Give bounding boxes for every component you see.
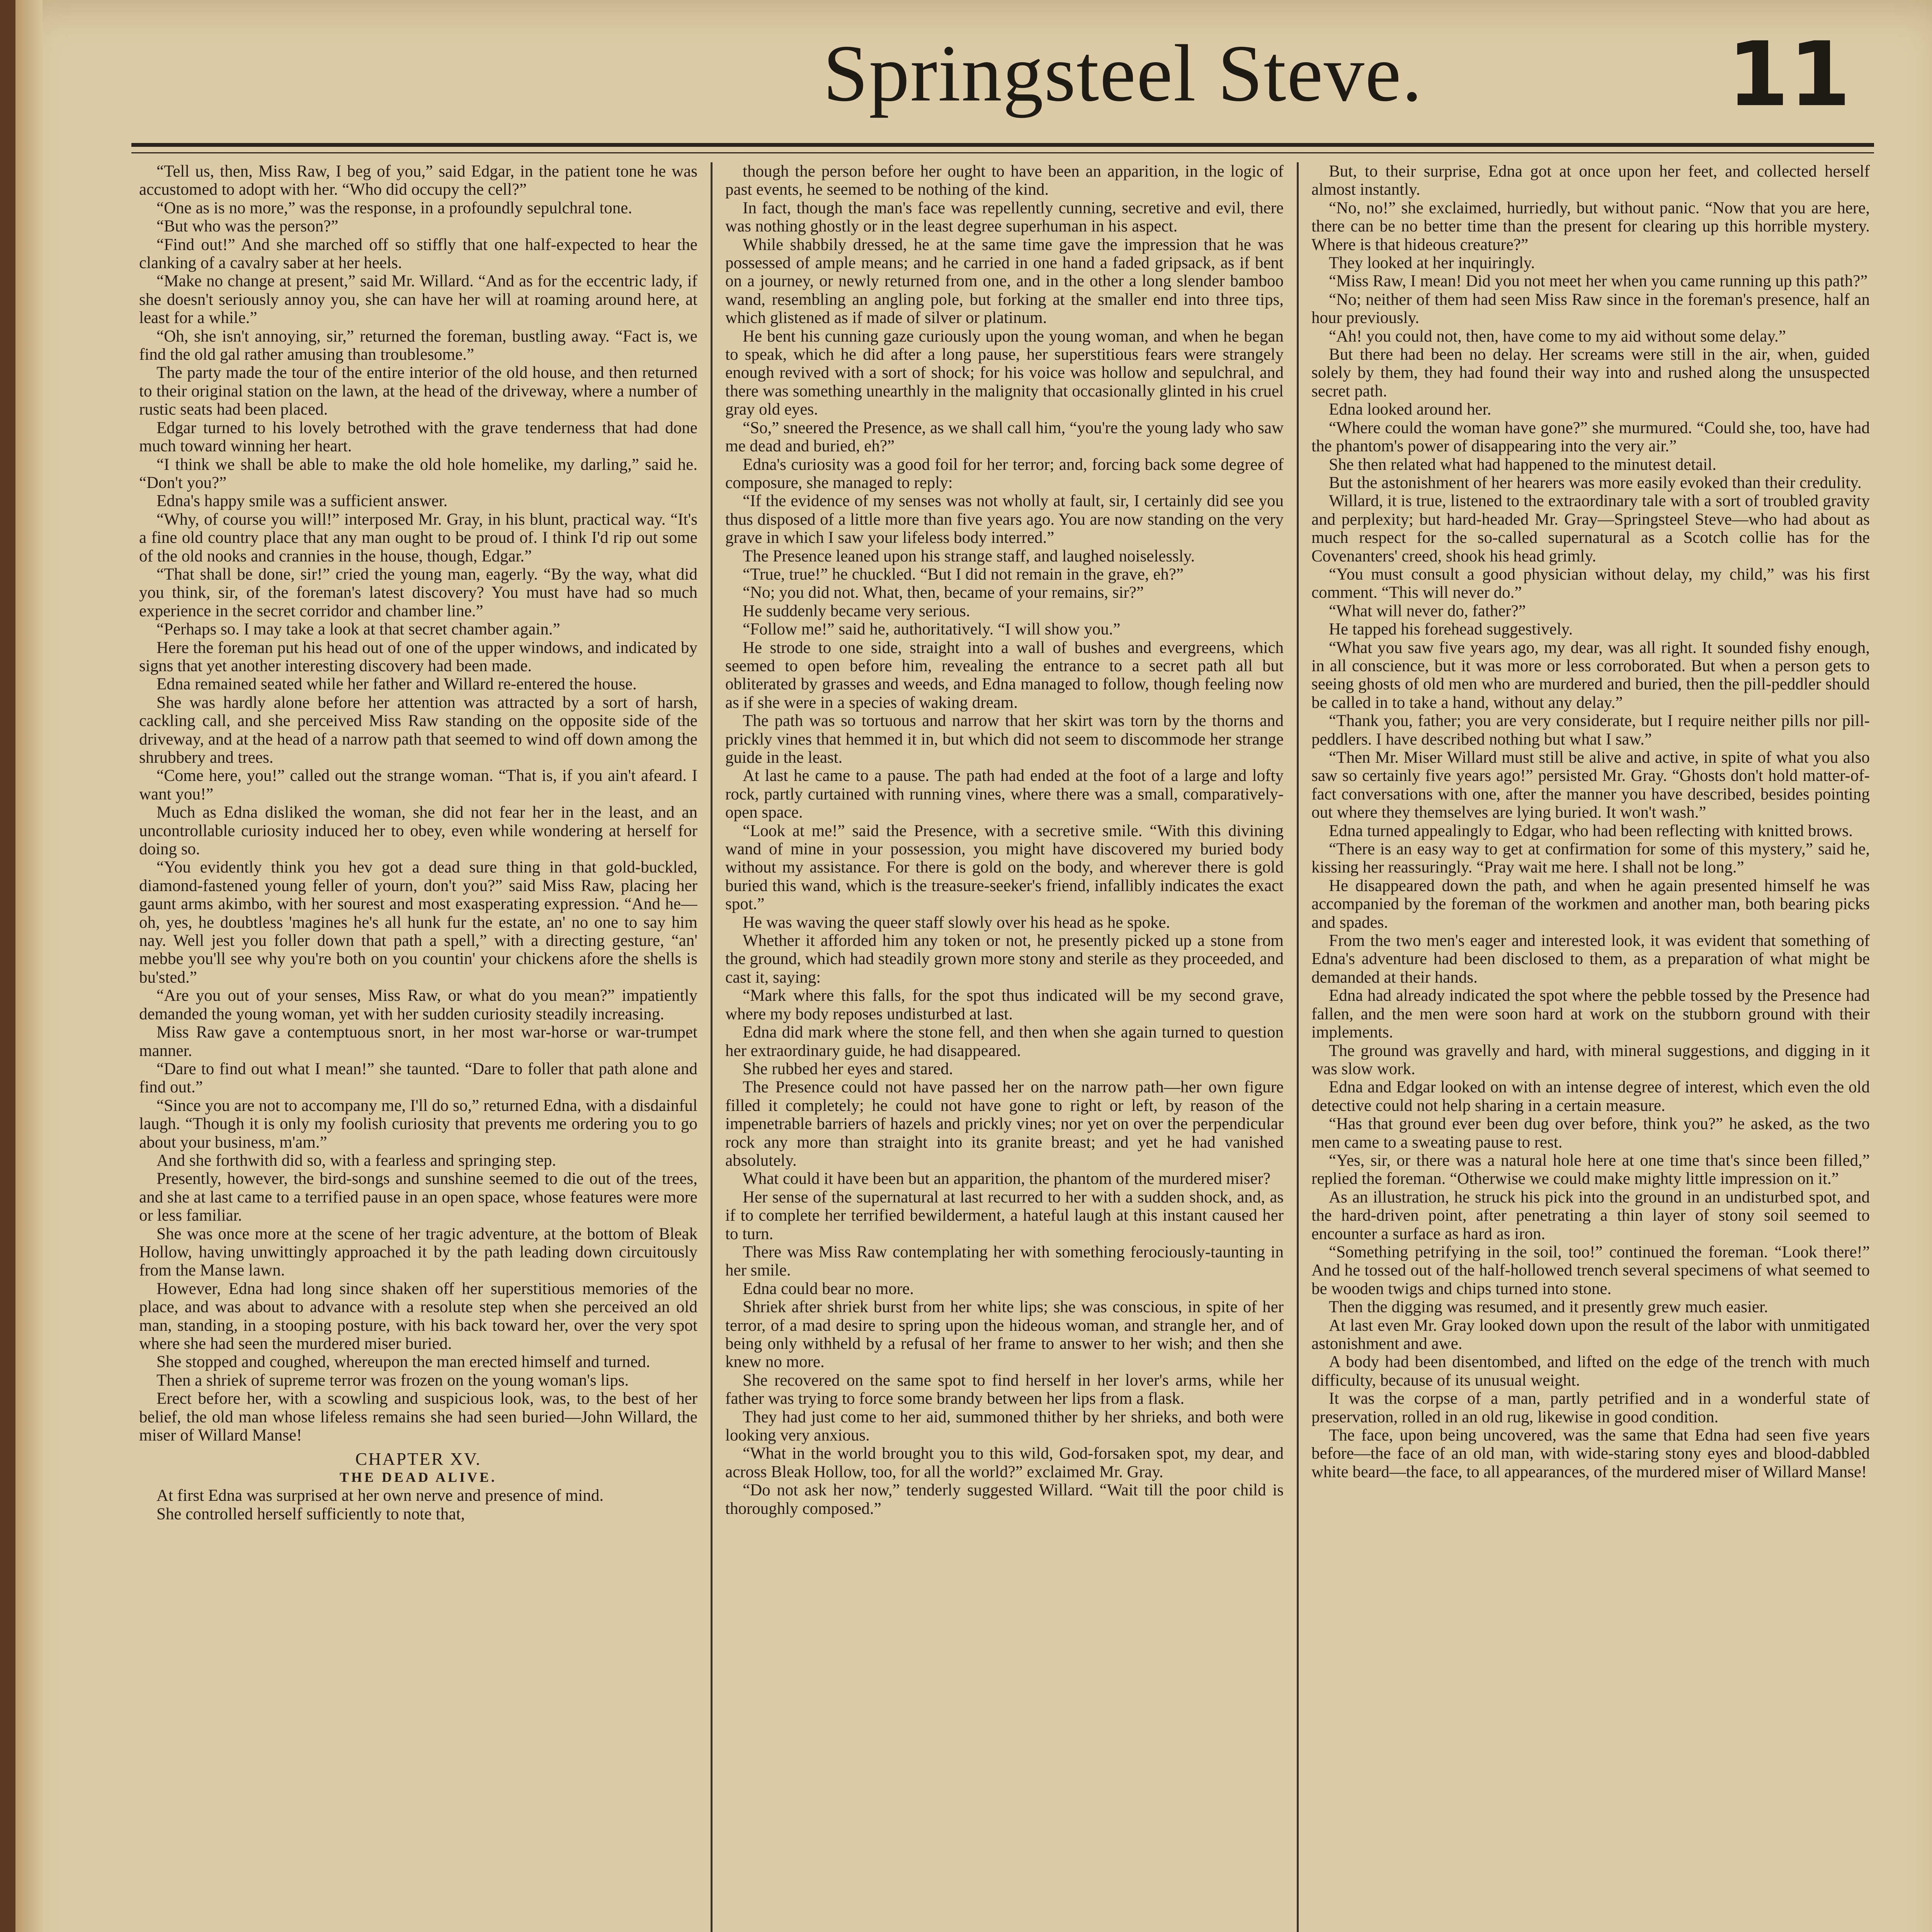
paragraph: Edna remained seated while her father and Willard re-entered the house. xyxy=(156,675,637,694)
paragraph: “Yes, sir, or there was a natural hole here at one time that's since been filled,” replied the foreman. “Otherwise we could make mighty little impression on it.” xyxy=(1311,1151,1870,1188)
paragraph: Edna's happy smile was a sufficient answer. xyxy=(156,492,448,510)
paragraph: “Where could the woman have gone?” she murmured. “Could she, too, have had the phantom's power of disappearing into the very air.” xyxy=(1311,418,1870,456)
paragraph: “Since you are not to accompany me, I'll do so,” returned Edna, with a disdainful laugh. “Though it is only my foolish curiosity that prevents me ordering you to go about your business, m'am.” xyxy=(139,1096,697,1151)
paragraph: “Are you out of your senses, Miss Raw, or what do you mean?” impatiently demanded the young woman, yet with her sudden curiosity steadily increasing. xyxy=(139,986,697,1023)
paragraph: But, to their surprise, Edna got at once upon her feet, and collected herself almost instantly. xyxy=(1311,162,1870,199)
column-1-after-chapter xyxy=(139,1486,697,1523)
column-1 xyxy=(139,162,697,1932)
paragraph: Erect before her, with a scowling and suspicious look, was, to the best of her belief, the old man whose lifeless remains she had seen buried—John Willard, the miser of Willard Manse! xyxy=(139,1389,697,1445)
paragraph: “What you saw five years ago, my dear, was all right. It sounded fishy enough, in all conscience, but it was more or less corroborated. But when a person gets to seeing ghosts of old men who are murdered and buried, then the pill-peddler should be called in to take a hand, without any delay.” xyxy=(1311,638,1870,712)
paragraph: “No; you did not. What, then, became of your remains, sir?” xyxy=(743,583,1144,602)
paragraph: Shriek after shriek burst from her white lips; she was conscious, in spite of her terror, of a mad desire to spring upon the hideous woman, and strangle her, and of being only withheld by a refusal of her frame to answer to her wish; and then she knew no more. xyxy=(725,1298,1284,1371)
paragraph: “No; neither of them had seen Miss Raw since in the foreman's presence, half an hour previously. xyxy=(1311,290,1870,327)
paragraph: Miss Raw gave a contemptuous snort, in her most war-horse or war-trumpet manner. xyxy=(139,1023,697,1060)
column-3-body xyxy=(1311,162,1870,1481)
paragraph: Here the foreman put his head out of one of the upper windows, and indicated by signs that yet another interesting discovery had been made. xyxy=(139,638,697,675)
paragraph: Edna turned appealingly to Edgar, who had been reflecting with knitted brows. xyxy=(1329,821,1853,840)
paragraph: The party made the tour of the entire interior of the old house, and then returned to their original station on the lawn, at the head of the driveway, where a number of rustic seats had been placed. xyxy=(139,364,697,419)
paragraph: “Why, of course you will!” interposed Mr. Gray, in his blunt, practical way. “It's a fine old country place that any man ought to be proud of. I think I'd rip out some of the old nooks and crannies in the house, though, Edgar.” xyxy=(139,510,697,565)
paragraph: He tapped his forehead suggestively. xyxy=(1329,620,1573,639)
page-binding-edge xyxy=(15,0,43,1932)
column-2 xyxy=(725,162,1284,1932)
paragraph: Presently, however, the bird-songs and sunshine seemed to die out of the trees, and she at last came to a terrified pause in an open space, whose features were more or less familiar. xyxy=(139,1170,697,1225)
paragraph: “What in the world brought you to this wild, God-forsaken spot, my dear, and across Bleak Hollow, too, for all the world?” exclaimed Mr. Gray. xyxy=(725,1444,1284,1481)
paragraph: “If the evidence of my senses was not wholly at fault, sir, I certainly did see you thus disposed of a little more than five years ago. You are now standing on the very grave in which I saw your lifeless body interred.” xyxy=(725,492,1284,547)
paragraph: He strode to one side, straight into a wall of bushes and evergreens, which seemed to open before him, revealing the entrance to a secret path all but obliterated by grasses and weeds, and Edna managed to follow, though feeling now as if she were in a species of waking dream. xyxy=(725,638,1284,712)
column-divider-1 xyxy=(697,162,725,1932)
paragraph: At last even Mr. Gray looked down upon the result of the labor with unmitigated astonishment and awe. xyxy=(1311,1316,1870,1353)
paragraph: “Make no change at present,” said Mr. Willard. “And as for the eccentric lady, if she doesn't seriously annoy you, she can have her will at roaming around here, at least for a while.” xyxy=(139,272,697,327)
paragraph: Edna and Edgar looked on with an intense degree of interest, which even the old detective could not help sharing in a certain measure. xyxy=(1311,1078,1870,1115)
paragraph: He suddenly became very serious. xyxy=(743,602,970,620)
paragraph: “What will never do, father?” xyxy=(1329,602,1526,620)
paragraph: Whether it afforded him any token or not, he presently picked up a stone from the ground, which had steadily grown more stony and sterile as they proceeded, and cast it, saying: xyxy=(725,932,1284,986)
paragraph: “No, no!” she exclaimed, hurriedly, but without panic. “Now that you are here, there can be no better time than the present for clearing up this horrible mystery. Where is that hideous creature?” xyxy=(1311,199,1870,254)
paragraph: Her sense of the supernatural at last recurred to her with a sudden shock, and, as if to complete her terrified bewilderment, a hateful laugh at this instant caused her to turn. xyxy=(725,1188,1284,1243)
paragraph: Then a shriek of supreme terror was frozen on the young woman's lips. xyxy=(156,1371,629,1389)
paragraph: “Miss Raw, I mean! Did you not meet her when you came running up this path?” xyxy=(1329,272,1868,291)
page-number: 11 xyxy=(1727,23,1851,126)
paragraph: And she forthwith did so, with a fearless and springing step. xyxy=(156,1151,556,1170)
paragraph: “I think we shall be able to make the old hole homelike, my darling,” said he. “Don't you?” xyxy=(139,455,697,492)
column-3 xyxy=(1311,162,1870,1932)
column-2-body xyxy=(725,162,1284,1518)
paragraph: Edna could bear no more. xyxy=(743,1279,914,1298)
paragraph: “Has that ground ever been dug over before, think you?” he asked, as the two men came to a sweating pause to rest. xyxy=(1311,1115,1870,1151)
paragraph: “Follow me!” said he, authoritatively. “I will show you.” xyxy=(743,620,1121,639)
paragraph: While shabbily dressed, he at the same time gave the impression that he was possessed of ample means; and he carried in one hand a faded gripsack, as if bent on a journey, or newly returned from one, and in the other a long slender bamboo wand, resembling an angling pole, but forking at the smaller end into three tips, which glistened as if made of silver or platinum. xyxy=(725,235,1284,327)
paragraph: A body had been disentombed, and lifted on the edge of the trench with much difficulty, because of its unusual weight. xyxy=(1311,1353,1870,1389)
paragraph: He disappeared down the path, and when he again presented himself he was accompanied by the foreman of the workmen and another man, both bearing picks and spades. xyxy=(1311,876,1870,932)
paragraph: The Presence could not have passed her on the narrow path—her own figure filled it completely; he could not have gone to right or left, by reason of the impenetrable barriers of hazels and prickly vines; nor yet on over the perpendicular rock any more than straight into its granite breast; and yet he had vanished absolutely. xyxy=(725,1078,1284,1170)
paragraph: Edna's curiosity was a good foil for her terror; and, forcing back some degree of composure, she managed to reply: xyxy=(725,455,1284,492)
paragraph: She was hardly alone before her attention was attracted by a sort of harsh, cackling call, and she perceived Miss Raw standing on the opposite side of the driveway, and at the head of a narrow path that seemed to wind off down among the shrubbery and trees. xyxy=(139,693,697,767)
paragraph: There was Miss Raw contemplating her with something ferociously-taunting in her smile. xyxy=(725,1243,1284,1280)
paragraph: At last he came to a pause. The path had ended at the foot of a large and lofty rock, partly curtained with running vines, where there was a small, comparatively-open space. xyxy=(725,767,1284,822)
paragraph: She was once more at the scene of her tragic adventure, at the bottom of Bleak Hollow, having unwittingly approached it by the path leading down circuitously from the Manse lawn. xyxy=(139,1225,697,1280)
running-title: Springsteel Steve. xyxy=(823,29,1423,118)
paragraph: Willard, it is true, listened to the extraordinary tale with a sort of troubled gravity and perplexity; but hard-headed Mr. Gray—Springsteel Steve—who had about as much respect for the so-called supernatural as a Scotch collie has for the Covenanters' creed, shook his head grimly. xyxy=(1311,492,1870,565)
paragraph: What could it have been but an apparition, the phantom of the murdered miser? xyxy=(743,1170,1270,1188)
paragraph: “Look at me!” said the Presence, with a secretive smile. “With this divining wand of mine in your possession, you might have discovered my buried body without my assistance. For there is gold on the body, and wherever there is gold buried this wand, which is the treasure-seeker's friend, infallibly indicates the exact spot.” xyxy=(725,821,1284,913)
paragraph: From the two men's eager and interested look, it was evident that something of Edna's adventure had been disclosed to them, as a preparation of what might be demanded at their hands. xyxy=(1311,932,1870,986)
paragraph: As an illustration, he struck his pick into the ground in an undisturbed spot, and the hard-driven point, after penetrating a thin layer of stony soil seemed to encounter a surface as hard as iron. xyxy=(1311,1188,1870,1243)
paragraph: Edna did mark where the stone fell, and then when she again turned to question her extraordinary guide, he had disappeared. xyxy=(725,1023,1284,1060)
paragraph: “There is an easy way to get at confirmation for some of this mystery,” said he, kissing her reassuringly. “Pray wait me here. I shall not be long.” xyxy=(1311,840,1870,877)
paragraph: “Find out!” And she marched off so stiffly that one half-expected to hear the clanking of a cavalry saber at her heels. xyxy=(139,235,697,272)
paragraph: The path was so tortuous and narrow that her skirt was torn by the thorns and prickly vines that hemmed it in, but which did not seem to discommode her strange guide in the least. xyxy=(725,712,1284,767)
paragraph: However, Edna had long since shaken off her superstitious memories of the place, and was about to advance with a resolute step when she perceived an old man, standing, in a stooping posture, with his back toward her, over the very spot where she had seen the murdered miser buried. xyxy=(139,1279,697,1353)
paragraph: The Presence leaned upon his strange staff, and laughed noiselessly. xyxy=(743,547,1195,565)
paragraph: But there had been no delay. Her screams were still in the air, when, guided solely by them, they had found their way into and rushed along the unsuspected secret path. xyxy=(1311,345,1870,400)
paragraph: Edna looked around her. xyxy=(1329,400,1492,419)
paragraph: “Mark where this falls, for the spot thus indicated will be my second grave, where my body reposes undisturbed at last. xyxy=(725,986,1284,1023)
paragraph: They had just come to her aid, summoned thither by her shrieks, and both were looking very anxious. xyxy=(725,1408,1284,1445)
paragraph: “Something petrifying in the soil, too!” continued the foreman. “Look there!” And he tossed out of the half-hollowed trench several specimens of what seemed to be wooden twigs and chips turned into stone. xyxy=(1311,1243,1870,1298)
paragraph: “So,” sneered the Presence, as we shall call him, “you're the young lady who saw me dead and buried, eh?” xyxy=(725,418,1284,456)
paragraph: “One as is no more,” was the response, in a profoundly sepulchral tone. xyxy=(156,199,633,217)
paragraph: Edgar turned to his lovely betrothed with the grave tenderness that had done much toward winning her heart. xyxy=(139,418,697,456)
paragraph: She then related what had happened to the minutest detail. xyxy=(1329,455,1717,474)
paragraph: She stopped and coughed, whereupon the man erected himself and turned. xyxy=(156,1353,650,1371)
paragraph: “Ah! you could not, then, have come to my aid without some delay.” xyxy=(1329,327,1786,345)
paragraph: Then the digging was resumed, and it presently grew much easier. xyxy=(1329,1298,1768,1316)
paragraph: She controlled herself sufficiently to note that, xyxy=(156,1505,465,1523)
paragraph: She recovered on the same spot to find herself in her lover's arms, while her father was trying to force some brandy between her lips from a flask. xyxy=(725,1371,1284,1408)
chapter-heading: CHAPTER XV. xyxy=(355,1449,481,1469)
paragraph: “Dare to find out what I mean!” she taunted. “Dare to foller that path alone and find out.” xyxy=(139,1060,697,1097)
paragraph: “True, true!” he chuckled. “But I did not remain in the grave, eh?” xyxy=(743,565,1184,583)
paragraph: He bent his cunning gaze curiously upon the young woman, and when he began to speak, which he did after a long pause, her superstitious fears were strangely enough revived with a sort of shock; for his voice was hollow and sepulchral, and there was something unearthly in the malignity that occasionally glinted in his cruel gray old eyes. xyxy=(725,327,1284,419)
paragraph: “You must consult a good physician without delay, my child,” was his first comment. “This will never do.” xyxy=(1311,565,1870,602)
paragraph: But the astonishment of her hearers was more easily evoked than their credulity. xyxy=(1329,473,1862,492)
paragraph: “Tell us, then, Miss Raw, I beg of you,” said Edgar, in the patient tone he was accustomed to adopt with her. “Who did occupy the cell?” xyxy=(139,162,697,199)
paragraph: “You evidently think you hev got a dead sure thing in that gold-buckled, diamond-fastened young feller of yourn, don't you?” said Miss Raw, placing her gaunt arms akimbo, with her sourest and most exasperating expression. “And he—oh, yes, he doubtless 'magines he's all hunk fur the estate, an' no one to say him nay. Well jest you foller down that path a spell,” with a directing gesture, “an' mebbe you'll see why you're both on you countin' your chickens afore the shells is bu'sted.” xyxy=(139,858,697,986)
paragraph: though the person before her ought to have been an apparition, in the logic of past events, he seemed to be nothing of the kind. xyxy=(725,162,1284,199)
column-divider-2 xyxy=(1284,162,1311,1932)
text-columns xyxy=(139,162,1870,1932)
paragraph: Edna had already indicated the spot where the pebble tossed by the Presence had fallen, and the men were soon hard at work on the stubborn ground with their implements. xyxy=(1311,986,1870,1042)
paragraph: “Oh, she isn't annoying, sir,” returned the foreman, bustling away. “Fact is, we find the old gal rather amusing than troublesome.” xyxy=(139,327,697,364)
chapter-subtitle: THE DEAD ALIVE. xyxy=(339,1469,497,1485)
paragraph: “That shall be done, sir!” cried the young man, eagerly. “By the way, what did you think, sir, of the foreman's latest discovery? You must have had so much experience in the secret corridor and chamber line.” xyxy=(139,565,697,620)
paragraph: At first Edna was surprised at her own nerve and presence of mind. xyxy=(156,1486,604,1505)
paragraph: She rubbed her eyes and stared. xyxy=(743,1060,953,1078)
column-1-body xyxy=(139,162,697,1444)
paragraph: Much as Edna disliked the woman, she did not fear her in the least, and an uncontrollable curiosity induced her to obey, even while wondering at herself for doing so. xyxy=(139,803,697,859)
newspaper-page xyxy=(15,0,1932,1932)
paragraph: “Thank you, father; you are very considerate, but I require neither pills nor pill-peddlers. I have described nothing but what I saw.” xyxy=(1311,712,1870,748)
paragraph: The ground was gravelly and hard, with mineral suggestions, and digging in it was slow work. xyxy=(1311,1041,1870,1078)
paragraph: “Then Mr. Miser Willard must still be alive and active, in spite of what you also saw so certainly five years ago!” persisted Mr. Gray. “Ghosts don't hold matter-of-fact conversations with one, after the manner you have described, besides pointing out where they themselves are lying buried. It won't wash.” xyxy=(1311,748,1870,822)
paragraph: “Perhaps so. I may take a look at that secret chamber again.” xyxy=(156,620,560,639)
paragraph: “Do not ask her now,” tenderly suggested Willard. “Wait till the poor child is thoroughly composed.” xyxy=(725,1481,1284,1518)
paragraph: He was waving the queer staff slowly over his head as he spoke. xyxy=(743,913,1170,932)
header-rule xyxy=(131,143,1874,153)
paragraph: The face, upon being uncovered, was the same that Edna had seen five years before—the face of an old man, with wide-staring stony eyes and blood-dabbled white beard—the face, to all appearances, of the murdered miser of Willard Manse! xyxy=(1311,1426,1870,1481)
paragraph: It was the corpse of a man, partly petrified and in a wonderful state of preservation, rolled in an old rug, likewise in good condition. xyxy=(1311,1389,1870,1426)
paragraph: They looked at her inquiringly. xyxy=(1329,254,1535,272)
paragraph: In fact, though the man's face was repellently cunning, secretive and evil, there was nothing ghostly or in the least degree superhuman in his aspect. xyxy=(725,199,1284,236)
paragraph: “But who was the person?” xyxy=(156,217,338,236)
page-header xyxy=(131,8,1874,135)
paragraph: “Come here, you!” called out the strange woman. “That is, if you ain't afeard. I want you!” xyxy=(139,767,697,803)
